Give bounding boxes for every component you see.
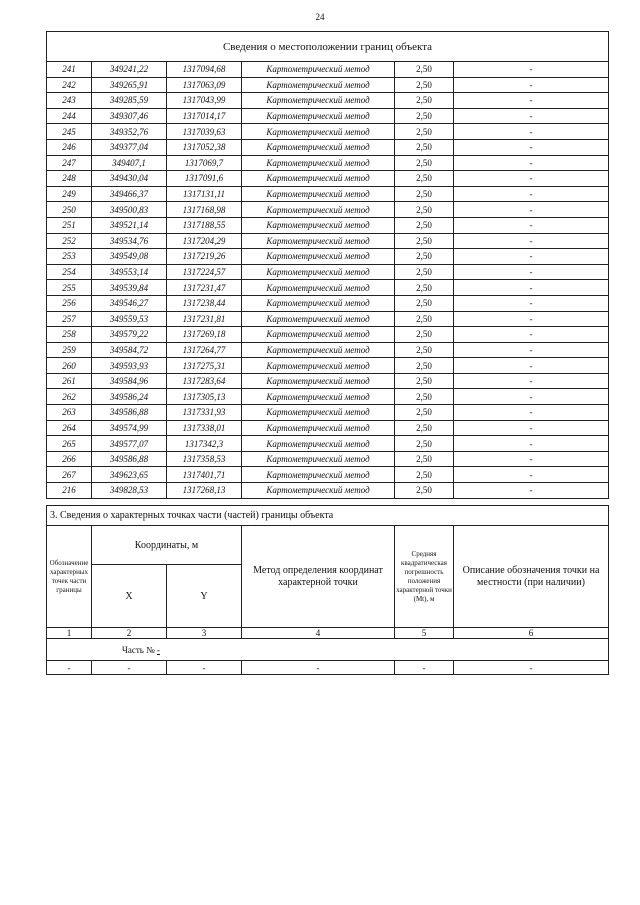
point-description: - <box>454 202 609 218</box>
point-description: - <box>454 280 609 296</box>
x-coordinate: 349584,72 <box>92 342 167 358</box>
x-coordinate: 349586,88 <box>92 405 167 421</box>
method: Картометрический метод <box>242 295 395 311</box>
table-row <box>47 451 609 467</box>
table-row <box>47 373 609 389</box>
y-coordinate: 1317275,31 <box>167 358 242 374</box>
point-number: 247 <box>47 155 92 171</box>
accuracy: 2,50 <box>395 233 454 249</box>
accuracy: 2,50 <box>395 311 454 327</box>
part-value: - <box>156 644 160 655</box>
y-coordinate: 1317052,38 <box>167 139 242 155</box>
table-row <box>47 405 609 421</box>
method: Картометрический метод <box>242 483 395 499</box>
description-header: Описание обозначения точки на местности (при наличии) <box>454 526 609 628</box>
x-coordinate: 349559,53 <box>92 311 167 327</box>
point-number: 245 <box>47 124 92 140</box>
x-coordinate: 349553,14 <box>92 264 167 280</box>
x-coordinate: 349521,14 <box>92 217 167 233</box>
x-coordinate: 349500,83 <box>92 202 167 218</box>
accuracy: 2,50 <box>395 93 454 109</box>
point-number: 266 <box>47 451 92 467</box>
x-coordinate: 349377,04 <box>92 139 167 155</box>
y-coordinate: 1317069,7 <box>167 155 242 171</box>
part-row <box>47 639 609 661</box>
method: Картометрический метод <box>242 233 395 249</box>
y-coordinate: 1317014,17 <box>167 108 242 124</box>
point-description: - <box>454 436 609 452</box>
empty-cell: - <box>395 661 454 675</box>
point-number: 267 <box>47 467 92 483</box>
point-number: 261 <box>47 373 92 389</box>
x-coordinate: 349828,53 <box>92 483 167 499</box>
table-row <box>47 186 609 202</box>
y-coordinate: 1317268,13 <box>167 483 242 499</box>
point-description: - <box>454 467 609 483</box>
table-row <box>47 420 609 436</box>
point-description: - <box>454 405 609 421</box>
method: Картометрический метод <box>242 451 395 467</box>
point-number: 251 <box>47 217 92 233</box>
point-description: - <box>454 420 609 436</box>
designation-header: Обозначение характерных точек части границы <box>47 526 92 628</box>
point-number: 252 <box>47 233 92 249</box>
point-description: - <box>454 249 609 265</box>
x-coordinate: 349586,24 <box>92 389 167 405</box>
x-coordinate: 349584,96 <box>92 373 167 389</box>
y-coordinate: 1317269,18 <box>167 327 242 343</box>
method: Картометрический метод <box>242 358 395 374</box>
point-number: 248 <box>47 171 92 187</box>
x-coordinate: 349577,07 <box>92 436 167 452</box>
accuracy: 2,50 <box>395 436 454 452</box>
y-coordinate: 1317264,77 <box>167 342 242 358</box>
point-description: - <box>454 62 609 78</box>
x-coordinate: 349546,27 <box>92 295 167 311</box>
y-coordinate: 1317043,99 <box>167 93 242 109</box>
empty-cell: - <box>47 661 92 675</box>
point-description: - <box>454 342 609 358</box>
boundary-table <box>46 31 609 499</box>
table-row <box>47 280 609 296</box>
method: Картометрический метод <box>242 139 395 155</box>
y-coordinate: 1317358,53 <box>167 451 242 467</box>
method: Картометрический метод <box>242 389 395 405</box>
accuracy: 2,50 <box>395 155 454 171</box>
table-row <box>47 358 609 374</box>
method: Картометрический метод <box>242 249 395 265</box>
method: Картометрический метод <box>242 155 395 171</box>
y-coordinate: 1317091,6 <box>167 171 242 187</box>
table-row <box>47 139 609 155</box>
y-coordinate: 1317219,26 <box>167 249 242 265</box>
table-row <box>47 77 609 93</box>
accuracy: 2,50 <box>395 264 454 280</box>
point-description: - <box>454 93 609 109</box>
table-row <box>47 389 609 405</box>
table-row <box>47 217 609 233</box>
x-coordinate: 349586,88 <box>92 451 167 467</box>
point-description: - <box>454 311 609 327</box>
point-description: - <box>454 124 609 140</box>
part-label-cell <box>47 639 609 661</box>
point-number: 254 <box>47 264 92 280</box>
x-coordinate: 349307,46 <box>92 108 167 124</box>
y-coordinate: 1317224,57 <box>167 264 242 280</box>
column-number: 4 <box>242 628 395 639</box>
table-row <box>47 467 609 483</box>
point-number: 250 <box>47 202 92 218</box>
x-coordinate: 349241,22 <box>92 62 167 78</box>
parts-section-title: 3. Сведения о характерных точках части (частей) границы объекта <box>47 506 609 526</box>
method: Картометрический метод <box>242 264 395 280</box>
method: Картометрический метод <box>242 77 395 93</box>
method: Картометрический метод <box>242 436 395 452</box>
empty-cell: - <box>242 661 395 675</box>
page-number: 24 <box>315 12 325 22</box>
point-description: - <box>454 389 609 405</box>
point-description: - <box>454 139 609 155</box>
accuracy: 2,50 <box>395 358 454 374</box>
x-coordinate: 349623,65 <box>92 467 167 483</box>
column-number: 1 <box>47 628 92 639</box>
table-row <box>47 171 609 187</box>
table-row <box>47 249 609 265</box>
point-description: - <box>454 108 609 124</box>
method: Картометрический метод <box>242 280 395 296</box>
point-number: 241 <box>47 62 92 78</box>
y-coordinate: 1317338,01 <box>167 420 242 436</box>
accuracy: 2,50 <box>395 342 454 358</box>
point-number: 260 <box>47 358 92 374</box>
table-row <box>47 108 609 124</box>
accuracy-header: Средняя квадратическая погрешность положения характерной точки (Мt), м <box>395 526 454 628</box>
y-coordinate: 1317331,93 <box>167 405 242 421</box>
point-number: 216 <box>47 483 92 499</box>
x-coordinate: 349265,91 <box>92 77 167 93</box>
method: Картометрический метод <box>242 327 395 343</box>
accuracy: 2,50 <box>395 451 454 467</box>
point-description: - <box>454 217 609 233</box>
point-number: 244 <box>47 108 92 124</box>
point-description: - <box>454 327 609 343</box>
method: Картометрический метод <box>242 124 395 140</box>
coordinates-header: Координаты, м <box>92 526 242 565</box>
accuracy: 2,50 <box>395 467 454 483</box>
x-coordinate: 349539,84 <box>92 280 167 296</box>
accuracy: 2,50 <box>395 62 454 78</box>
accuracy: 2,50 <box>395 139 454 155</box>
accuracy: 2,50 <box>395 295 454 311</box>
point-number: 249 <box>47 186 92 202</box>
point-number: 253 <box>47 249 92 265</box>
y-coordinate: 1317305,13 <box>167 389 242 405</box>
column-numbers-row <box>47 628 609 639</box>
table-row <box>47 264 609 280</box>
y-coordinate: 1317094,68 <box>167 62 242 78</box>
point-description: - <box>454 295 609 311</box>
accuracy: 2,50 <box>395 373 454 389</box>
x-coordinate: 349549,08 <box>92 249 167 265</box>
table-row <box>47 311 609 327</box>
accuracy: 2,50 <box>395 249 454 265</box>
y-coordinate: 1317283,64 <box>167 373 242 389</box>
table-row <box>47 62 609 78</box>
x-coordinate: 349285,59 <box>92 93 167 109</box>
y-coordinate: 1317342,3 <box>167 436 242 452</box>
parts-table <box>46 505 609 675</box>
point-number: 264 <box>47 420 92 436</box>
accuracy: 2,50 <box>395 108 454 124</box>
x-coordinate: 349407,1 <box>92 155 167 171</box>
point-number: 259 <box>47 342 92 358</box>
x-coordinate: 349352,76 <box>92 124 167 140</box>
y-coordinate: 1317168,98 <box>167 202 242 218</box>
y-coordinate: 1317238,44 <box>167 295 242 311</box>
method: Картометрический метод <box>242 186 395 202</box>
method: Картометрический метод <box>242 108 395 124</box>
point-number: 246 <box>47 139 92 155</box>
accuracy: 2,50 <box>395 405 454 421</box>
y-coordinate: 1317231,47 <box>167 280 242 296</box>
x-coordinate: 349574,99 <box>92 420 167 436</box>
accuracy: 2,50 <box>395 420 454 436</box>
column-number: 6 <box>454 628 609 639</box>
table-row <box>47 342 609 358</box>
table-row <box>47 93 609 109</box>
x-coordinate: 349430,04 <box>92 171 167 187</box>
method: Картометрический метод <box>242 420 395 436</box>
point-description: - <box>454 373 609 389</box>
accuracy: 2,50 <box>395 483 454 499</box>
x-coordinate: 349534,76 <box>92 233 167 249</box>
accuracy: 2,50 <box>395 217 454 233</box>
empty-cell: - <box>454 661 609 675</box>
accuracy: 2,50 <box>395 389 454 405</box>
x-coordinate: 349466,37 <box>92 186 167 202</box>
y-coordinate: 1317204,29 <box>167 233 242 249</box>
point-description: - <box>454 264 609 280</box>
accuracy: 2,50 <box>395 327 454 343</box>
column-number: 2 <box>92 628 167 639</box>
y-header: Y <box>167 565 242 628</box>
point-description: - <box>454 483 609 499</box>
point-description: - <box>454 186 609 202</box>
empty-row <box>47 661 609 675</box>
point-number: 262 <box>47 389 92 405</box>
method: Картометрический метод <box>242 311 395 327</box>
point-number: 265 <box>47 436 92 452</box>
y-coordinate: 1317039,63 <box>167 124 242 140</box>
method: Картометрический метод <box>242 93 395 109</box>
point-number: 263 <box>47 405 92 421</box>
method: Картометрический метод <box>242 62 395 78</box>
point-description: - <box>454 358 609 374</box>
empty-cell: - <box>92 661 167 675</box>
table-row <box>47 327 609 343</box>
method: Картометрический метод <box>242 171 395 187</box>
method: Картометрический метод <box>242 342 395 358</box>
boundary-table-title: Сведения о местоположении границ объекта <box>47 32 609 62</box>
point-description: - <box>454 77 609 93</box>
point-number: 255 <box>47 280 92 296</box>
point-number: 257 <box>47 311 92 327</box>
point-number: 258 <box>47 327 92 343</box>
table-row <box>47 295 609 311</box>
table-row <box>47 202 609 218</box>
point-number: 256 <box>47 295 92 311</box>
y-coordinate: 1317063,09 <box>167 77 242 93</box>
method: Картометрический метод <box>242 467 395 483</box>
x-header: X <box>92 565 167 628</box>
point-description: - <box>454 171 609 187</box>
accuracy: 2,50 <box>395 186 454 202</box>
table-row <box>47 233 609 249</box>
method: Картометрический метод <box>242 405 395 421</box>
x-coordinate: 349593,93 <box>92 358 167 374</box>
y-coordinate: 1317401,71 <box>167 467 242 483</box>
method: Картометрический метод <box>242 373 395 389</box>
column-number: 5 <box>395 628 454 639</box>
point-number: 242 <box>47 77 92 93</box>
point-description: - <box>454 233 609 249</box>
point-description: - <box>454 155 609 171</box>
column-number: 3 <box>167 628 242 639</box>
method-header: Метод определения координат характерной точки <box>242 526 395 628</box>
accuracy: 2,50 <box>395 280 454 296</box>
y-coordinate: 1317231,81 <box>167 311 242 327</box>
method: Картометрический метод <box>242 202 395 218</box>
table-row <box>47 483 609 499</box>
accuracy: 2,50 <box>395 124 454 140</box>
y-coordinate: 1317131,11 <box>167 186 242 202</box>
accuracy: 2,50 <box>395 171 454 187</box>
accuracy: 2,50 <box>395 202 454 218</box>
part-label: Часть № <box>122 644 155 655</box>
method: Картометрический метод <box>242 217 395 233</box>
x-coordinate: 349579,22 <box>92 327 167 343</box>
accuracy: 2,50 <box>395 77 454 93</box>
point-number: 243 <box>47 93 92 109</box>
empty-cell: - <box>167 661 242 675</box>
table-row <box>47 155 609 171</box>
table-row <box>47 124 609 140</box>
point-description: - <box>454 451 609 467</box>
y-coordinate: 1317188,55 <box>167 217 242 233</box>
table-row <box>47 436 609 452</box>
